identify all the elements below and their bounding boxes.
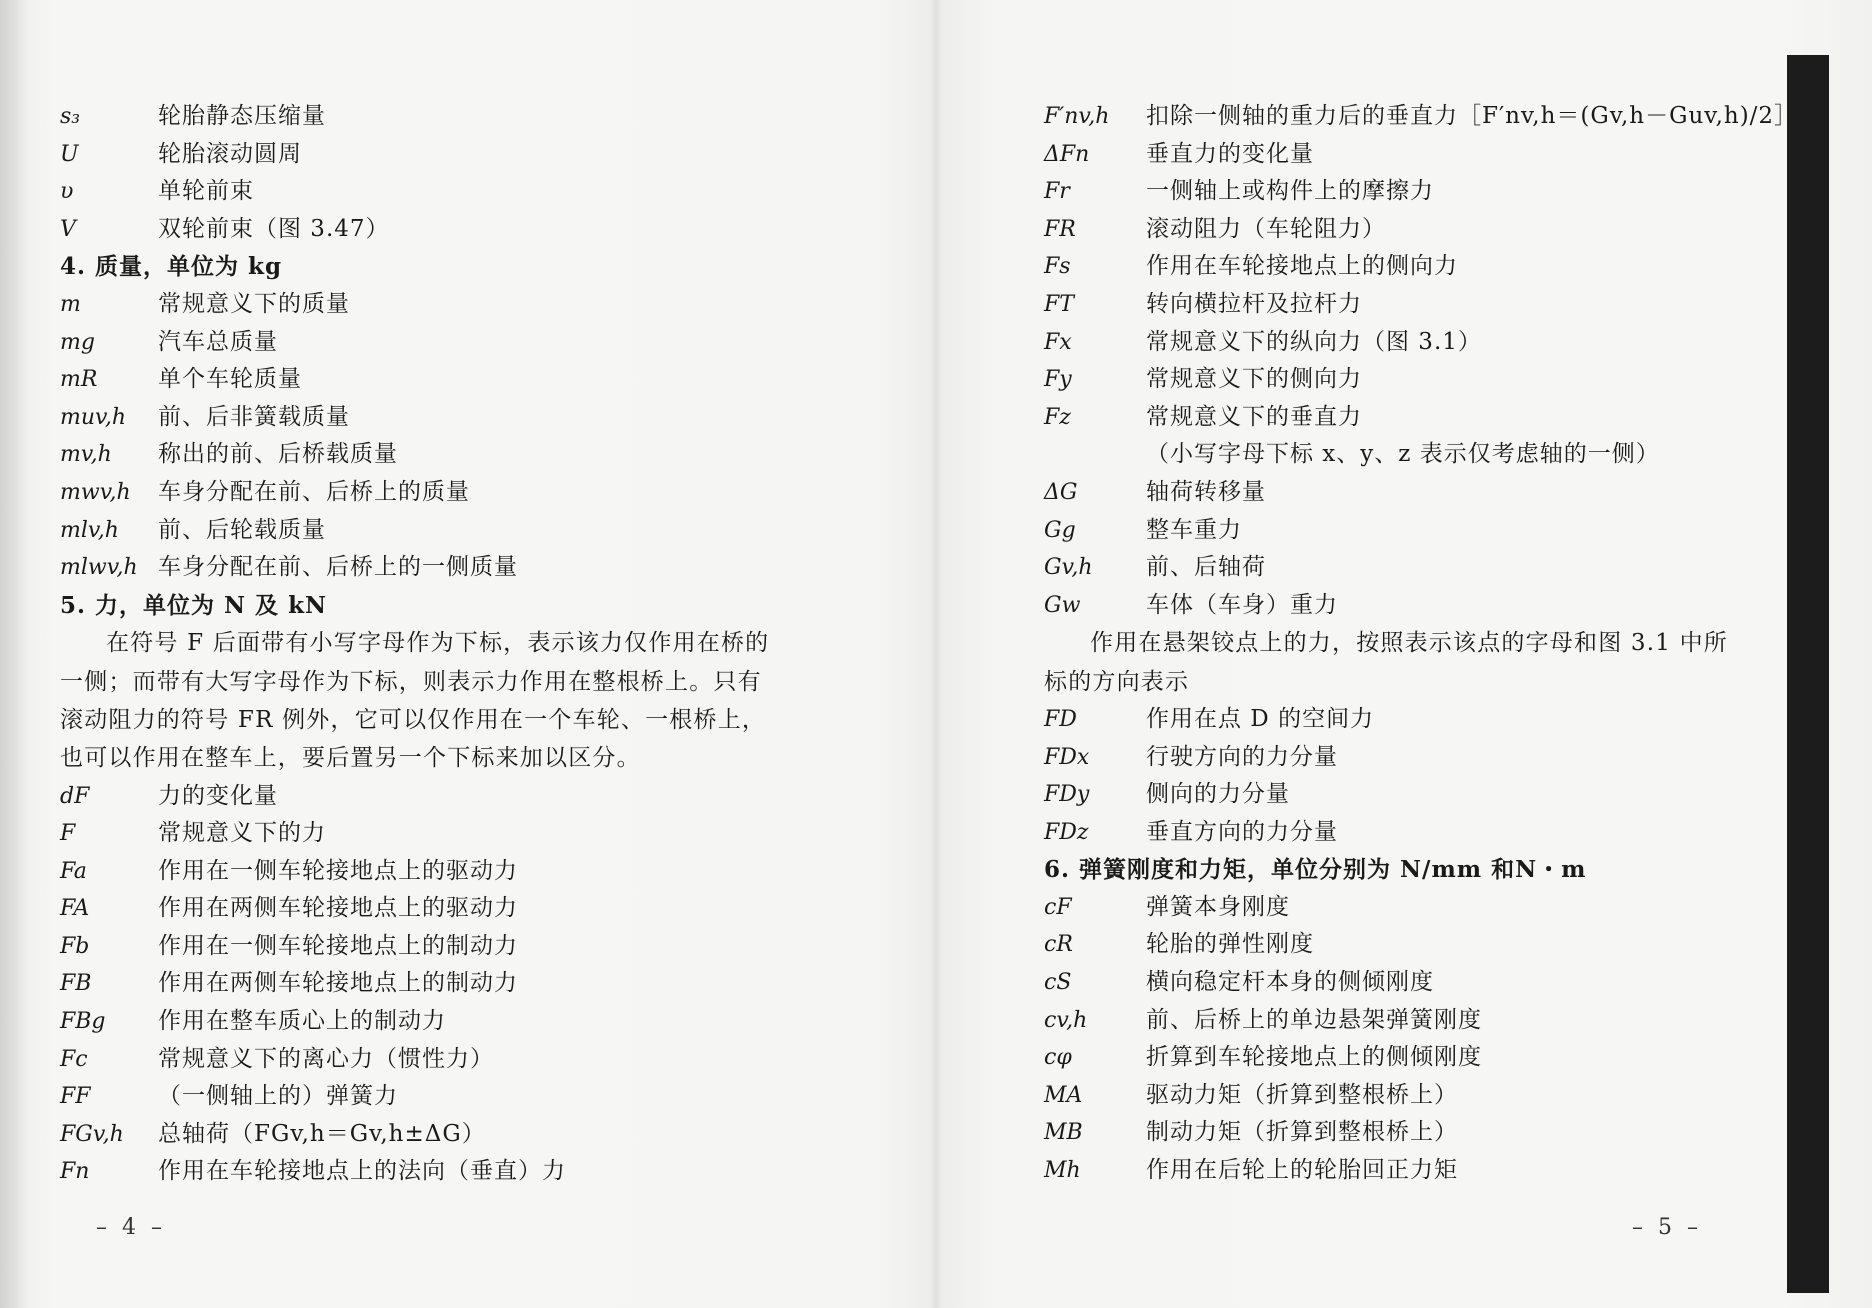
symbol-row xyxy=(60,286,780,324)
symbol-row xyxy=(1044,776,1744,814)
symbol-term: FDy xyxy=(1044,782,1090,808)
symbol-row xyxy=(1044,814,1744,852)
symbol-definition: 轮胎滚动圆周 xyxy=(158,140,302,167)
symbol-list-hinge-force xyxy=(1044,701,1744,851)
symbol-term: mv,h xyxy=(60,442,112,468)
symbol-definition: 整车重力 xyxy=(1146,516,1242,543)
symbol-term: Gv,h xyxy=(1044,555,1093,581)
symbol-definition: 作用在两侧车轮接地点上的制动力 xyxy=(158,970,518,997)
symbol-term: cS xyxy=(1044,970,1072,996)
symbol-definition: 驱动力矩（折算到整根桥上） xyxy=(1146,1081,1458,1108)
symbol-term: Fx xyxy=(1044,329,1072,355)
symbol-definition: 称出的前、后桥载质量 xyxy=(158,441,398,468)
symbol-row xyxy=(60,1116,780,1154)
symbol-definition: 作用在一侧车轮接地点上的驱动力 xyxy=(158,857,518,884)
symbol-definition: 扣除一侧轴的重力后的垂直力［F′nv,h＝(Gv,h－Guv,h)/2］ xyxy=(1146,103,1799,129)
symbol-term: cφ xyxy=(1044,1045,1072,1071)
symbol-definition: 制动力矩（折算到整根桥上） xyxy=(1146,1119,1458,1146)
symbol-row xyxy=(60,778,780,816)
symbol-row xyxy=(1044,399,1744,437)
symbol-term: ΔG xyxy=(1044,479,1078,505)
book-spine-edge xyxy=(1787,55,1829,1293)
symbol-list-force-cont xyxy=(1044,98,1799,624)
symbol-row xyxy=(60,399,780,437)
symbol-term: FT xyxy=(1044,291,1074,317)
page-number-left: – 4 – xyxy=(96,1215,166,1240)
symbol-definition: （小写字母下标 x、y、z 表示仅考虑轴的一侧） xyxy=(1146,441,1660,468)
symbol-row xyxy=(60,512,780,550)
symbol-term: cR xyxy=(1044,932,1073,958)
symbol-definition: 常规意义下的纵向力（图 3.1） xyxy=(1146,328,1482,355)
symbol-definition: 单轮前束 xyxy=(158,178,254,205)
symbol-definition: 作用在后轮上的轮胎回正力矩 xyxy=(1146,1157,1458,1184)
symbol-row xyxy=(60,136,780,174)
symbol-definition: 轮胎的弹性刚度 xyxy=(1146,931,1314,958)
symbol-definition: 弹簧本身刚度 xyxy=(1146,893,1290,920)
symbol-row xyxy=(1044,1077,1744,1115)
symbol-term: mR xyxy=(60,367,98,393)
symbol-definition: 垂直方向的力分量 xyxy=(1146,818,1338,845)
symbol-term: mg xyxy=(60,329,95,355)
symbol-row xyxy=(1044,211,1744,249)
symbol-term: MA xyxy=(1044,1082,1083,1108)
symbol-row xyxy=(60,1153,780,1191)
symbol-row xyxy=(60,1003,780,1041)
symbol-definition: 滚动阻力（车轮阻力） xyxy=(1146,215,1386,242)
symbol-definition: 力的变化量 xyxy=(158,782,278,809)
section-heading-mass: 4. 质量，单位为 kg xyxy=(60,253,283,281)
symbol-definition: 垂直力的变化量 xyxy=(1146,140,1314,167)
symbol-term: FR xyxy=(1044,216,1076,242)
symbol-definition: 车身分配在前、后桥上的一侧质量 xyxy=(158,554,518,581)
force-notation-paragraph: 在符号 F 后面带有小写字母作为下标，表示该力仅作用在桥的一侧；而带有大写字母作为下标，则表示力作用在整根桥上。只有滚动阻力的符号 FR 例外，它可以仅作用在一个车轮、一根桥上，也可以作用在整车上，要后置另一个下标来加以区分。 xyxy=(60,630,770,772)
symbol-definition: 总轴荷（FGv,h＝Gv,h±ΔG） xyxy=(158,1120,486,1147)
page-number-right: – 5 – xyxy=(1632,1215,1702,1240)
symbol-term: FGv,h xyxy=(60,1121,124,1147)
symbol-list-lengths xyxy=(60,98,780,248)
symbol-row xyxy=(1044,436,1744,474)
symbol-row xyxy=(1044,512,1744,550)
symbol-definition: （一侧轴上的）弹簧力 xyxy=(158,1083,398,1110)
symbol-row xyxy=(1044,701,1744,739)
symbol-definition: 常规意义下的离心力（惯性力） xyxy=(158,1045,494,1072)
symbol-term: υ xyxy=(60,179,74,205)
symbol-row xyxy=(60,361,780,399)
symbol-term: FA xyxy=(60,896,90,922)
symbol-row xyxy=(1044,549,1744,587)
symbol-row xyxy=(60,324,780,362)
symbol-definition: 作用在两侧车轮接地点上的驱动力 xyxy=(158,895,518,922)
symbol-definition: 折算到车轮接地点上的侧倾刚度 xyxy=(1146,1044,1482,1071)
symbol-row xyxy=(60,965,780,1003)
symbol-term: cF xyxy=(1044,894,1072,920)
symbol-row xyxy=(1044,964,1744,1002)
symbol-row xyxy=(60,928,780,966)
symbol-term: FDx xyxy=(1044,744,1090,770)
symbol-row xyxy=(1044,136,1744,174)
symbol-term: mwv,h xyxy=(60,479,131,505)
symbol-row xyxy=(60,98,780,136)
right-column xyxy=(1044,98,1799,1190)
symbol-term: V xyxy=(60,216,76,242)
symbol-definition: 转向横拉杆及拉杆力 xyxy=(1146,290,1362,317)
symbol-term: FD xyxy=(1044,706,1077,732)
symbol-term: Fr xyxy=(1044,179,1070,205)
symbol-definition: 作用在车轮接地点上的法向（垂直）力 xyxy=(158,1158,566,1185)
symbol-term: FDz xyxy=(1044,819,1089,845)
page-edge-shadow xyxy=(0,0,30,1308)
left-column xyxy=(60,98,780,1191)
symbol-row xyxy=(1044,361,1744,399)
symbol-list-force xyxy=(60,778,780,1192)
symbol-definition: 车身分配在前、后桥上的质量 xyxy=(158,478,470,505)
symbol-row xyxy=(60,173,780,211)
symbol-definition: 轴荷转移量 xyxy=(1146,478,1266,505)
symbol-term: dF xyxy=(60,783,90,809)
symbol-row xyxy=(1044,1152,1744,1190)
hinge-force-paragraph: 作用在悬架铰点上的力，按照表示该点的字母和图 3.1 中所标的方向表示 xyxy=(1044,630,1728,695)
symbol-term: ΔFn xyxy=(1044,141,1090,167)
symbol-definition: 车体（车身）重力 xyxy=(1146,591,1338,618)
symbol-row xyxy=(1044,889,1744,927)
symbol-definition: 前、后轴荷 xyxy=(1146,554,1266,581)
symbol-term: FF xyxy=(60,1084,91,1110)
symbol-definition: 一侧轴上或构件上的摩擦力 xyxy=(1146,178,1434,205)
symbol-term: Fs xyxy=(1044,254,1071,280)
book-gutter xyxy=(930,0,942,1308)
symbol-list-mass xyxy=(60,286,780,587)
symbol-term: s₃ xyxy=(60,104,81,129)
symbol-definition: 轮胎静态压缩量 xyxy=(158,103,326,129)
symbol-row xyxy=(60,474,780,512)
symbol-definition: 常规意义下的侧向力 xyxy=(1146,366,1362,393)
symbol-row xyxy=(60,815,780,853)
symbol-definition: 单个车轮质量 xyxy=(158,366,302,393)
symbol-definition: 行驶方向的力分量 xyxy=(1146,743,1338,770)
symbol-term: Mh xyxy=(1044,1158,1081,1184)
symbol-definition: 常规意义下的力 xyxy=(158,820,326,847)
section-heading-spring: 6. 弹簧刚度和力矩，单位分别为 N/mm 和N・m xyxy=(1044,856,1587,884)
symbol-term: F xyxy=(60,821,76,847)
symbol-definition: 常规意义下的质量 xyxy=(158,290,350,317)
symbol-term: Gw xyxy=(1044,592,1081,618)
symbol-definition: 汽车总质量 xyxy=(158,328,278,355)
symbol-definition: 前、后轮载质量 xyxy=(158,516,326,543)
symbol-definition: 前、后非簧载质量 xyxy=(158,403,350,430)
symbol-term: cv,h xyxy=(1044,1007,1088,1033)
symbol-row xyxy=(1044,926,1744,964)
symbol-definition: 作用在点 D 的空间力 xyxy=(1146,705,1375,732)
symbol-row xyxy=(1044,173,1744,211)
symbol-row xyxy=(60,1078,780,1116)
symbol-definition: 侧向的力分量 xyxy=(1146,781,1290,808)
symbol-term: Fc xyxy=(60,1046,88,1072)
symbol-row xyxy=(1044,98,1799,136)
symbol-definition: 双轮前束（图 3.47） xyxy=(158,215,390,242)
symbol-row xyxy=(60,853,780,891)
symbol-term: m xyxy=(60,291,81,317)
symbol-definition: 作用在整车质心上的制动力 xyxy=(158,1008,446,1035)
symbol-row xyxy=(60,890,780,928)
symbol-term: F′nv,h xyxy=(1044,104,1110,129)
symbol-term: Fn xyxy=(60,1159,90,1185)
symbol-row xyxy=(1044,286,1744,324)
symbol-definition: 常规意义下的垂直力 xyxy=(1146,403,1362,430)
symbol-row xyxy=(1044,1002,1744,1040)
symbol-term: MB xyxy=(1044,1120,1083,1146)
symbol-definition: 作用在车轮接地点上的侧向力 xyxy=(1146,253,1458,280)
symbol-row xyxy=(60,549,780,587)
symbol-row xyxy=(60,1041,780,1079)
symbol-term: U xyxy=(60,141,79,167)
symbol-row xyxy=(1044,587,1744,625)
symbol-row xyxy=(1044,474,1744,512)
symbol-term: mlv,h xyxy=(60,517,119,543)
symbol-term: Fa xyxy=(60,858,87,884)
symbol-row xyxy=(1044,1039,1744,1077)
symbol-term: Fb xyxy=(60,933,90,959)
symbol-term: muv,h xyxy=(60,404,127,430)
symbol-term: Fy xyxy=(1044,367,1072,393)
symbol-term: FBg xyxy=(60,1009,106,1035)
symbol-row xyxy=(1044,1114,1744,1152)
symbol-row xyxy=(60,211,780,249)
symbol-definition: 前、后桥上的单边悬架弹簧刚度 xyxy=(1146,1006,1482,1033)
symbol-row xyxy=(1044,739,1744,777)
symbol-row xyxy=(1044,248,1744,286)
section-heading-force: 5. 力，单位为 N 及 kN xyxy=(60,591,328,619)
symbol-term: Gg xyxy=(1044,517,1076,543)
symbol-term: FB xyxy=(60,971,92,997)
symbol-definition: 横向稳定杆本身的侧倾刚度 xyxy=(1146,969,1434,996)
symbol-row xyxy=(60,436,780,474)
symbol-term: Fz xyxy=(1044,404,1071,430)
symbol-list-spring xyxy=(1044,889,1744,1190)
symbol-definition: 作用在一侧车轮接地点上的制动力 xyxy=(158,932,518,959)
symbol-row xyxy=(1044,324,1744,362)
symbol-term: mlwv,h xyxy=(60,555,138,581)
